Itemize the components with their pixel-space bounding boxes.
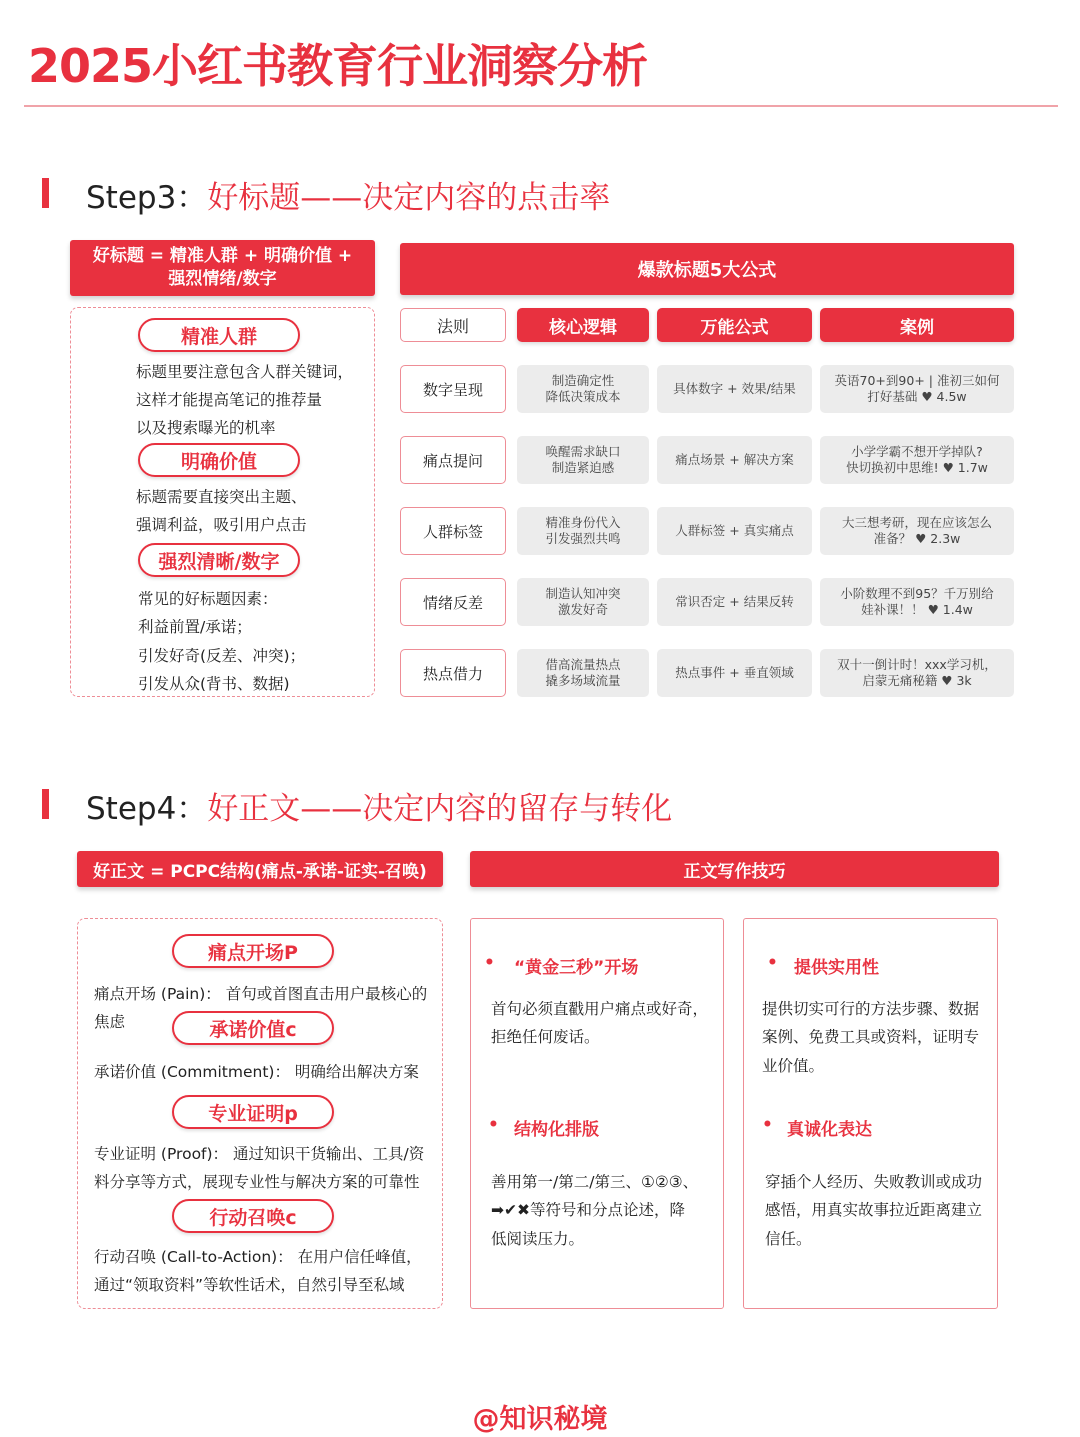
cell-line: 唤醒需求缺口 (545, 444, 621, 459)
cell-line: 激发好奇 (557, 602, 608, 617)
tip-text-line: 首句必须直戳用户痛点或好奇， (491, 1000, 709, 1018)
table-row-formula (657, 649, 812, 697)
table-row-logic (517, 365, 649, 413)
body-formula-banner: 好正文 = PCPC结构(痛点-承诺-证实-召唤) (77, 851, 443, 887)
step4-number: Step4： (86, 791, 208, 827)
table-header-case: 案例 (820, 308, 1014, 342)
tip-text-line: 穿插个人经历、失败教训或成功 (765, 1173, 983, 1191)
step3-number: Step3： (86, 180, 208, 216)
step3-accent-bar (42, 178, 49, 208)
table-row-case (820, 365, 1014, 413)
cell-line: 精准身份代入 (545, 515, 621, 530)
step3-heading (86, 172, 610, 217)
tip-text-line: 善用第一/第二/第三、①②③、 (491, 1173, 699, 1191)
step4-accent-bar (42, 789, 49, 819)
cell-line: 小学学霸不想开学掉队? (851, 444, 983, 459)
tip-text-line: 案例、免费工具或资料，证明专 (762, 1028, 980, 1046)
table-row-case (820, 436, 1014, 484)
cell-line: 娃补课！！ ♥ 1.4w (861, 602, 973, 617)
pill-call-to-action: 行动召唤c (172, 1199, 334, 1233)
table-header-formula: 万能公式 (657, 308, 812, 342)
table-row-logic (517, 436, 649, 484)
section-text-line: 焦虑 (94, 1013, 126, 1031)
tip-bullet: • (484, 953, 495, 973)
section-text-line: 这样才能提高笔记的推荐量 (136, 391, 323, 409)
title-formula-line: 好标题 = 精准人群 + 明确价值 + (92, 246, 353, 266)
cell-line: 热点事件 + 垂直领域 (675, 665, 794, 680)
table-row-rule: 热点借力 (400, 649, 506, 697)
table-row-formula (657, 507, 812, 555)
title-divider (24, 105, 1058, 107)
cell-line: 打好基础 ♥ 4.5w (867, 389, 967, 404)
cell-line: 常识否定 + 结果反转 (675, 594, 794, 609)
pill-clear-value: 明确价值 (138, 443, 300, 477)
table-row-case (820, 507, 1014, 555)
tip-text-line: 提供切实可行的方法步骤、数据 (762, 1000, 980, 1018)
cell-line: 痛点场景 + 解决方案 (675, 452, 794, 467)
tip-text-line: 业价值。 (762, 1057, 825, 1075)
section-text-line: 标题需要直接突出主题、 (136, 488, 307, 506)
cell-line: 准备？ ♥ 2.3w (873, 531, 961, 546)
tip-title-sincere-expression: 真诚化表达 (787, 1120, 872, 1140)
section-text-line: 标题里要注意包含人群关键词， (136, 363, 354, 381)
section-text-line: 专业证明 (Proof)： 通过知识干货输出、工具/资 (94, 1145, 425, 1163)
tip-text-line: 低阅读压力。 (491, 1230, 585, 1248)
cell-line: 制造确定性 (551, 373, 615, 388)
pill-strong-emotion: 强烈清晰/数字 (138, 543, 300, 577)
tip-text-line: 拒绝任何废话。 (491, 1028, 600, 1046)
pill-precise-audience: 精准人群 (138, 318, 300, 352)
table-row-rule: 情绪反差 (400, 578, 506, 626)
cell-line: 借高流量热点 (545, 657, 621, 672)
table-row-logic (517, 649, 649, 697)
cell-line: 降低决策成本 (545, 389, 621, 404)
table-row-case (820, 578, 1014, 626)
table-row-logic (517, 507, 649, 555)
step4-title: 好正文——决定内容的留存与转化 (207, 791, 673, 827)
cell-line: 撬多场域流量 (545, 673, 621, 688)
section-text-line: 强调利益，吸引用户点击 (136, 516, 307, 534)
writing-tips-banner: 正文写作技巧 (470, 851, 999, 887)
pill-proof: 专业证明p (172, 1095, 334, 1129)
section-text-line: 引发从众(背书、数据) (138, 675, 290, 693)
section-text-line: 料分享等方式，展现专业性与解决方案的可靠性 (94, 1173, 420, 1191)
cell-line: 小阶数理不到95？千万别给 (840, 586, 994, 601)
table-row-rule: 痛点提问 (400, 436, 506, 484)
cell-line: 制造紧迫感 (551, 460, 615, 475)
section-text-line: 行动召唤 (Call-to-Action)： 在用户信任峰值， (94, 1248, 422, 1266)
table-row-logic (517, 578, 649, 626)
pill-pain: 痛点开场P (172, 934, 334, 968)
author-handle: @知识秘境 (472, 1404, 608, 1435)
table-row-formula (657, 578, 812, 626)
tip-title-practicality: 提供实用性 (794, 958, 879, 978)
tip-text-line: 信任。 (765, 1230, 812, 1248)
formula-table-banner: 爆款标题5大公式 (400, 243, 1014, 295)
tip-title-structured-layout: 结构化排版 (514, 1120, 599, 1140)
cell-line: 大三想考研，现在应该怎么 (841, 515, 992, 530)
tip-text-line: ➡✔✖等符号和分点论述，降 (491, 1201, 685, 1219)
cell-line: 制造认知冲突 (545, 586, 621, 601)
tip-text-line: 感悟，用真实故事拉近距离建立 (765, 1201, 983, 1219)
step4-heading (86, 783, 672, 828)
table-row-formula (657, 436, 812, 484)
section-text-line: 痛点开场 (Pain)： 首句或首图直击用户最核心的 (94, 985, 428, 1003)
tip-bullet: • (767, 953, 778, 973)
table-header-logic: 核心逻辑 (517, 308, 649, 342)
step3-title: 好标题——决定内容的点击率 (207, 180, 611, 216)
section-text-line: 以及搜索曝光的机率 (136, 419, 276, 437)
title-formula-line: 强烈情绪/数字 (168, 269, 277, 289)
pill-commitment: 承诺价值c (172, 1011, 334, 1045)
section-text-line: 常见的好标题因素： (138, 590, 278, 608)
section-text-line: 通过“领取资料”等软性话术，自然引导至私域 (94, 1276, 405, 1294)
cell-line: 快切换初中思维! ♥ 1.7w (846, 460, 988, 475)
cell-line: 启蒙无痛秘籍 ♥ 3k (862, 673, 972, 688)
tip-bullet: • (762, 1115, 773, 1135)
cell-line: 人群标签 + 真实痛点 (675, 523, 794, 538)
section-text-line: 承诺价值 (Commitment)： 明确给出解决方案 (94, 1063, 419, 1081)
table-row-formula (657, 365, 812, 413)
section-text-line: 引发好奇(反差、冲突)； (138, 647, 306, 665)
section-text-line: 利益前置/承诺； (138, 618, 252, 636)
table-row-case (820, 649, 1014, 697)
page-title: 2025小红书教育行业洞察分析 (28, 39, 648, 93)
table-row-rule: 人群标签 (400, 507, 506, 555)
tip-title-golden-three-seconds: “黄金三秒”开场 (514, 958, 639, 978)
cell-line: 英语70+到90+ | 准初三如何 (834, 373, 1000, 388)
cell-line: 具体数字 + 效果/结果 (673, 381, 796, 396)
table-row-rule: 数字呈现 (400, 365, 506, 413)
cell-line: 引发强烈共鸣 (545, 531, 621, 546)
cell-line: 双十一倒计时！xxx学习机， (837, 657, 997, 672)
tip-bullet: • (488, 1115, 499, 1135)
table-header-rule: 法则 (400, 308, 506, 342)
title-formula-banner (70, 240, 375, 296)
